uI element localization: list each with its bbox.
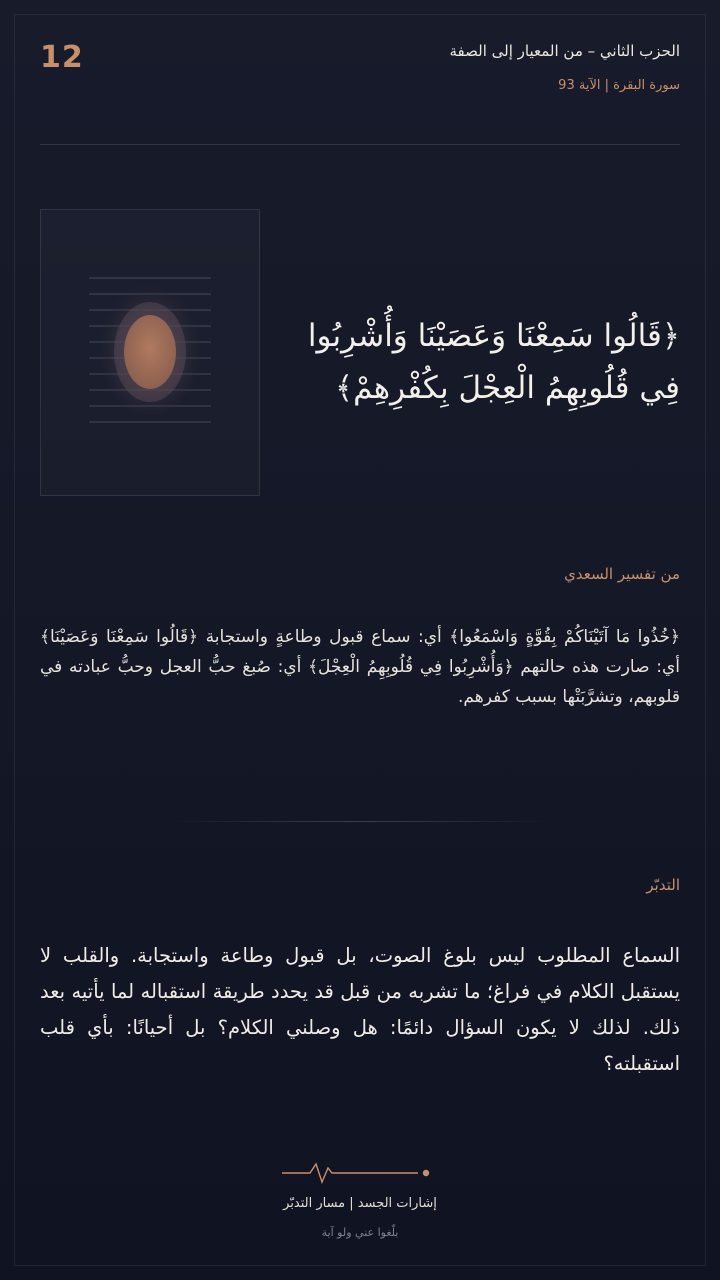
hizb-title: الحزب الثاني – من المعيار إلى الصفة [449, 42, 680, 60]
surah-reference: سورة البقرة | الآية 93 [558, 78, 680, 93]
header [40, 38, 680, 108]
tadabbur-label: التدبّر [646, 876, 680, 894]
tafsir-label: من تفسير السعدي [564, 565, 680, 583]
page-number: 12 [40, 40, 84, 75]
heart-glow-icon [41, 210, 259, 495]
heartbeat-icon [280, 1158, 440, 1188]
footer-brand: إشارات الجسد | مسار التدبّر [283, 1196, 437, 1211]
tadabbur-text: السماع المطلوب ليس بلوغ الصوت، بل قبول وطاعة واستجابة. والقلب لا يستقبل الكلام في فراغ؛ ما تشربه من قبل قد يحدد طريقة استقباله لما يأتيه بعد ذلك. لذلك لا يكون السؤال دائمًا: هل وصلني الكلام؟ بل أحيانًا: بأي قلب استقبلته؟ [40, 944, 680, 1075]
ayah-text: ﴿قَالُوا سَمِعْنَا وَعَصَيْنَا وَأُشْرِبُوا فِي قُلُوبِهِمُ الْعِجْلَ بِكُفْرِهِمْ﴾ [307, 318, 680, 406]
footer-motto: بلّغوا عني ولو آية [321, 1226, 399, 1239]
tafsir-text: ﴿خُذُوا مَا آتَيْنَاكُمْ بِقُوَّةٍ وَاسْمَعُوا﴾ أي: سماع قبول وطاعةٍ واستجابة ﴿قَالُوا سَمِعْنَا وَعَصَيْنَا﴾ أي: صارت هذه حالتهم ﴿وَأُشْرِبُوا فِي قُلُوبِهِمُ الْعِجْلَ﴾ أي: صُبغ حبُّ العجل وحبُّ عبادته في قلوبهم، وتشرَّبَتْها بسبب كفرهم. [40, 627, 680, 707]
section-divider [170, 821, 550, 822]
header-divider [40, 144, 680, 145]
heart-illustration [40, 209, 260, 496]
